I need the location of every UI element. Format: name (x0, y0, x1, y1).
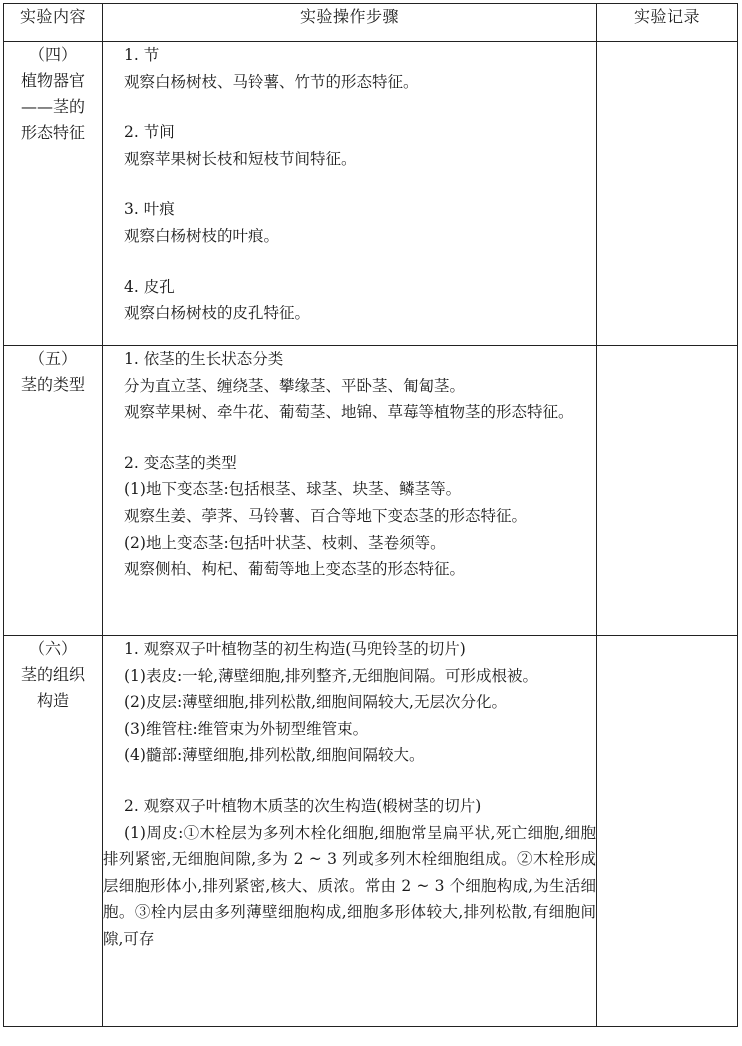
step-block (103, 793, 596, 953)
step-title: 1. 观察双子叶植物茎的初生构造(马兜铃茎的切片) (124, 640, 466, 658)
row-label-line: 植物器官 (20, 71, 85, 90)
row-steps (103, 42, 597, 346)
row-steps (103, 346, 597, 636)
header-content: 实验内容 (4, 4, 103, 42)
step-line: (1)表皮:一轮,薄壁细胞,排列整齐,无细胞间隔。可形成根被。 (124, 666, 538, 685)
step-line: 观察白杨树枝的皮孔特征。 (124, 304, 311, 323)
row-record-cell (597, 636, 738, 1027)
row-steps (103, 636, 597, 1027)
row-label-line: （五） (28, 349, 77, 368)
step-line: 观察苹果树、牵牛花、葡萄茎、地锦、草莓等植物茎的形态特征。 (124, 403, 574, 422)
table-row (4, 636, 738, 1027)
row-label-line: （六） (28, 639, 77, 658)
step-line: (3)维管柱:维管束为外韧型维管束。 (124, 719, 369, 738)
row-label (4, 346, 103, 636)
step-line: 分为直立茎、缠绕茎、攀缘茎、平卧茎、匍匐茎。 (124, 376, 466, 395)
step-title: 2. 节间 (124, 123, 175, 142)
row-label-line: 茎的类型 (20, 375, 85, 394)
step-line: (2)皮层:薄壁细胞,排列松散,细胞间隔较大,无层次分化。 (124, 693, 507, 712)
step-block (103, 636, 596, 769)
table-row (4, 42, 738, 346)
step-line: (2)地上变态茎:包括叶状茎、枝刺、茎卷须等。 (124, 533, 446, 552)
row-label-line: ——茎的 (20, 97, 85, 116)
step-title: 2. 变态茎的类型 (124, 453, 237, 472)
table-row (4, 346, 738, 636)
row-label-line: 茎的组织 (20, 665, 85, 684)
step-line: 观察苹果树长枝和短枝节间特征。 (124, 149, 357, 168)
step-line: (4)髓部:薄壁细胞,排列松散,细胞间隔较大。 (124, 746, 425, 765)
step-title: 1. 依茎的生长状态分类 (124, 350, 284, 368)
step-line: (1)周皮:①木栓层为多列木栓化细胞,细胞常呈扁平状,死亡细胞,细胞排列紧密,无细胞间隙,多为 2 ~ 3 列或多列木栓细胞组成。②木栓形成层细胞形体小,排列紧密,核大、质浓。常由 2 ~ 3 个细胞构成,为生活细胞。③栓内层由多列薄壁细胞构成,细胞多形体较大,排列松散,有细胞间隙,可存 (103, 823, 596, 948)
step-block (103, 346, 596, 426)
row-label-line: 构造 (36, 691, 69, 710)
step-block (103, 274, 596, 327)
step-title: 1. 节 (124, 46, 160, 64)
row-label (4, 636, 103, 1027)
row-label-line: （四） (28, 45, 77, 64)
row-label (4, 42, 103, 346)
step-block (103, 119, 596, 172)
header-record: 实验记录 (597, 4, 738, 42)
row-record-cell (597, 346, 738, 636)
step-line: (1)地下变态茎:包括根茎、球茎、块茎、鳞茎等。 (124, 480, 462, 499)
row-record-cell (597, 42, 738, 346)
header-row (4, 4, 738, 42)
step-title: 3. 叶痕 (124, 200, 175, 219)
step-title: 4. 皮孔 (124, 277, 175, 296)
step-block (103, 196, 596, 249)
header-steps: 实验操作步骤 (103, 4, 597, 42)
step-line: 观察白杨树枝、马铃薯、竹节的形态特征。 (124, 72, 419, 91)
step-line: 观察侧柏、枸杞、葡萄等地上变态茎的形态特征。 (124, 560, 466, 579)
experiment-table (3, 3, 738, 1027)
row-label-line: 形态特征 (20, 123, 85, 142)
step-block (103, 450, 596, 583)
step-line: 观察生姜、荸荠、马铃薯、百合等地下变态茎的形态特征。 (124, 506, 528, 525)
step-line: 观察白杨树枝的叶痕。 (124, 226, 280, 245)
step-block (103, 42, 596, 95)
step-title: 2. 观察双子叶植物木质茎的次生构造(椴树茎的切片) (124, 796, 482, 815)
